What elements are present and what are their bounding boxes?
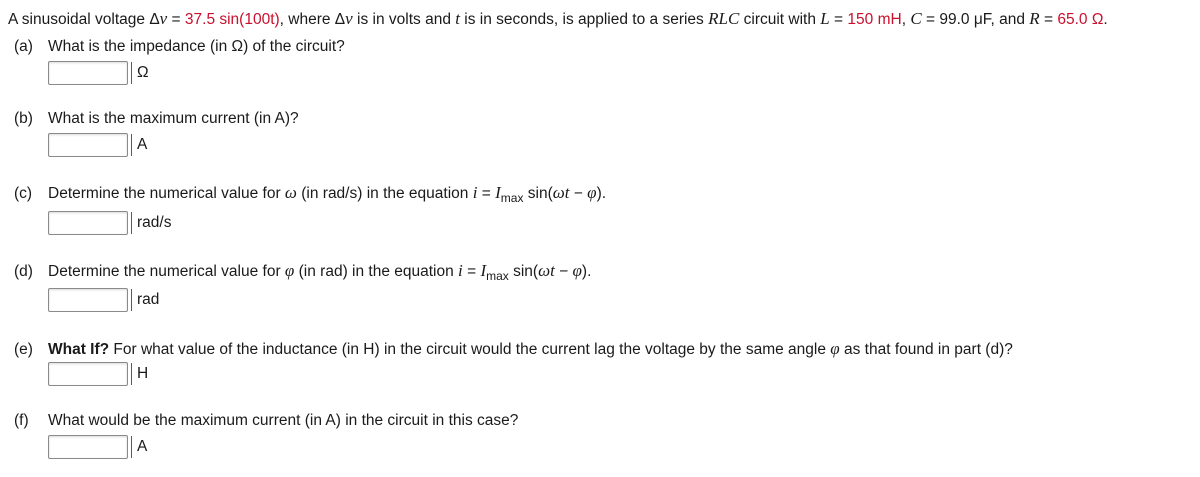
answer-c-row bbox=[48, 211, 171, 235]
resistance-value: 65.0 Ω bbox=[1057, 11, 1104, 28]
question-a bbox=[14, 38, 345, 56]
question-b-label: (b) bbox=[14, 110, 33, 127]
question-d-label: (d) bbox=[14, 263, 33, 280]
question-e: (e) What If? For what value of the inductance (in H) in the circuit would the current lag the voltage by the same angle φ as that found in part (d)? bbox=[14, 339, 1013, 358]
answer-b-input[interactable] bbox=[48, 133, 128, 157]
question-c-label: (c) bbox=[14, 185, 33, 202]
answer-e-row bbox=[48, 362, 148, 386]
question-b-text: What is the maximum current (in A)? bbox=[48, 110, 299, 127]
answer-d-row bbox=[48, 288, 159, 312]
inductance-value: 150 mH bbox=[847, 11, 902, 28]
question-d: (d) Determine the numerical value for φ (in rad) in the equation $i = I_{max}$ sin(ωt − φ). bbox=[14, 261, 592, 283]
question-f-text: What would be the maximum current (in A) in the circuit in this case? bbox=[48, 412, 519, 429]
answer-b-row bbox=[48, 133, 147, 157]
question-f-label: (f) bbox=[14, 412, 29, 429]
voltage-expression: 37.5 sin(100t) bbox=[184, 11, 280, 28]
question-a-text: What is the impedance (in Ω) of the circuit? bbox=[48, 38, 345, 55]
what-if-label: What If? bbox=[48, 341, 110, 358]
answer-b-unit: A bbox=[131, 134, 147, 156]
question-f bbox=[14, 412, 518, 430]
answer-f-unit: A bbox=[131, 436, 147, 458]
question-e-label: (e) bbox=[14, 341, 33, 358]
answer-d-input[interactable] bbox=[48, 288, 128, 312]
answer-d-unit: rad bbox=[131, 289, 159, 311]
question-a-label: (a) bbox=[14, 38, 33, 55]
answer-e-unit: H bbox=[131, 363, 148, 385]
answer-e-input[interactable] bbox=[48, 362, 128, 386]
capacitance-value: 99.0 μF bbox=[939, 11, 991, 28]
answer-f-row bbox=[48, 435, 147, 459]
question-c: (c) Determine the numerical value for ω (in rad/s) in the equation $i = I_{max}$ sin(ωt − φ). bbox=[14, 183, 607, 205]
answer-a-input[interactable] bbox=[48, 61, 128, 85]
answer-c-input[interactable] bbox=[48, 211, 128, 235]
answer-c-unit: rad/s bbox=[131, 212, 171, 234]
question-b bbox=[14, 110, 299, 128]
answer-f-input[interactable] bbox=[48, 435, 128, 459]
answer-a-unit: Ω bbox=[131, 62, 149, 84]
answer-a-row bbox=[48, 61, 149, 85]
problem-statement: A sinusoidal voltage Δv = 37.5 sin(100t), where Δv is in volts and t is in seconds, is applied to a series RLC circuit with L = 150 mH, C = 99.0 μF, and R = 65.0 Ω. bbox=[8, 9, 1108, 28]
